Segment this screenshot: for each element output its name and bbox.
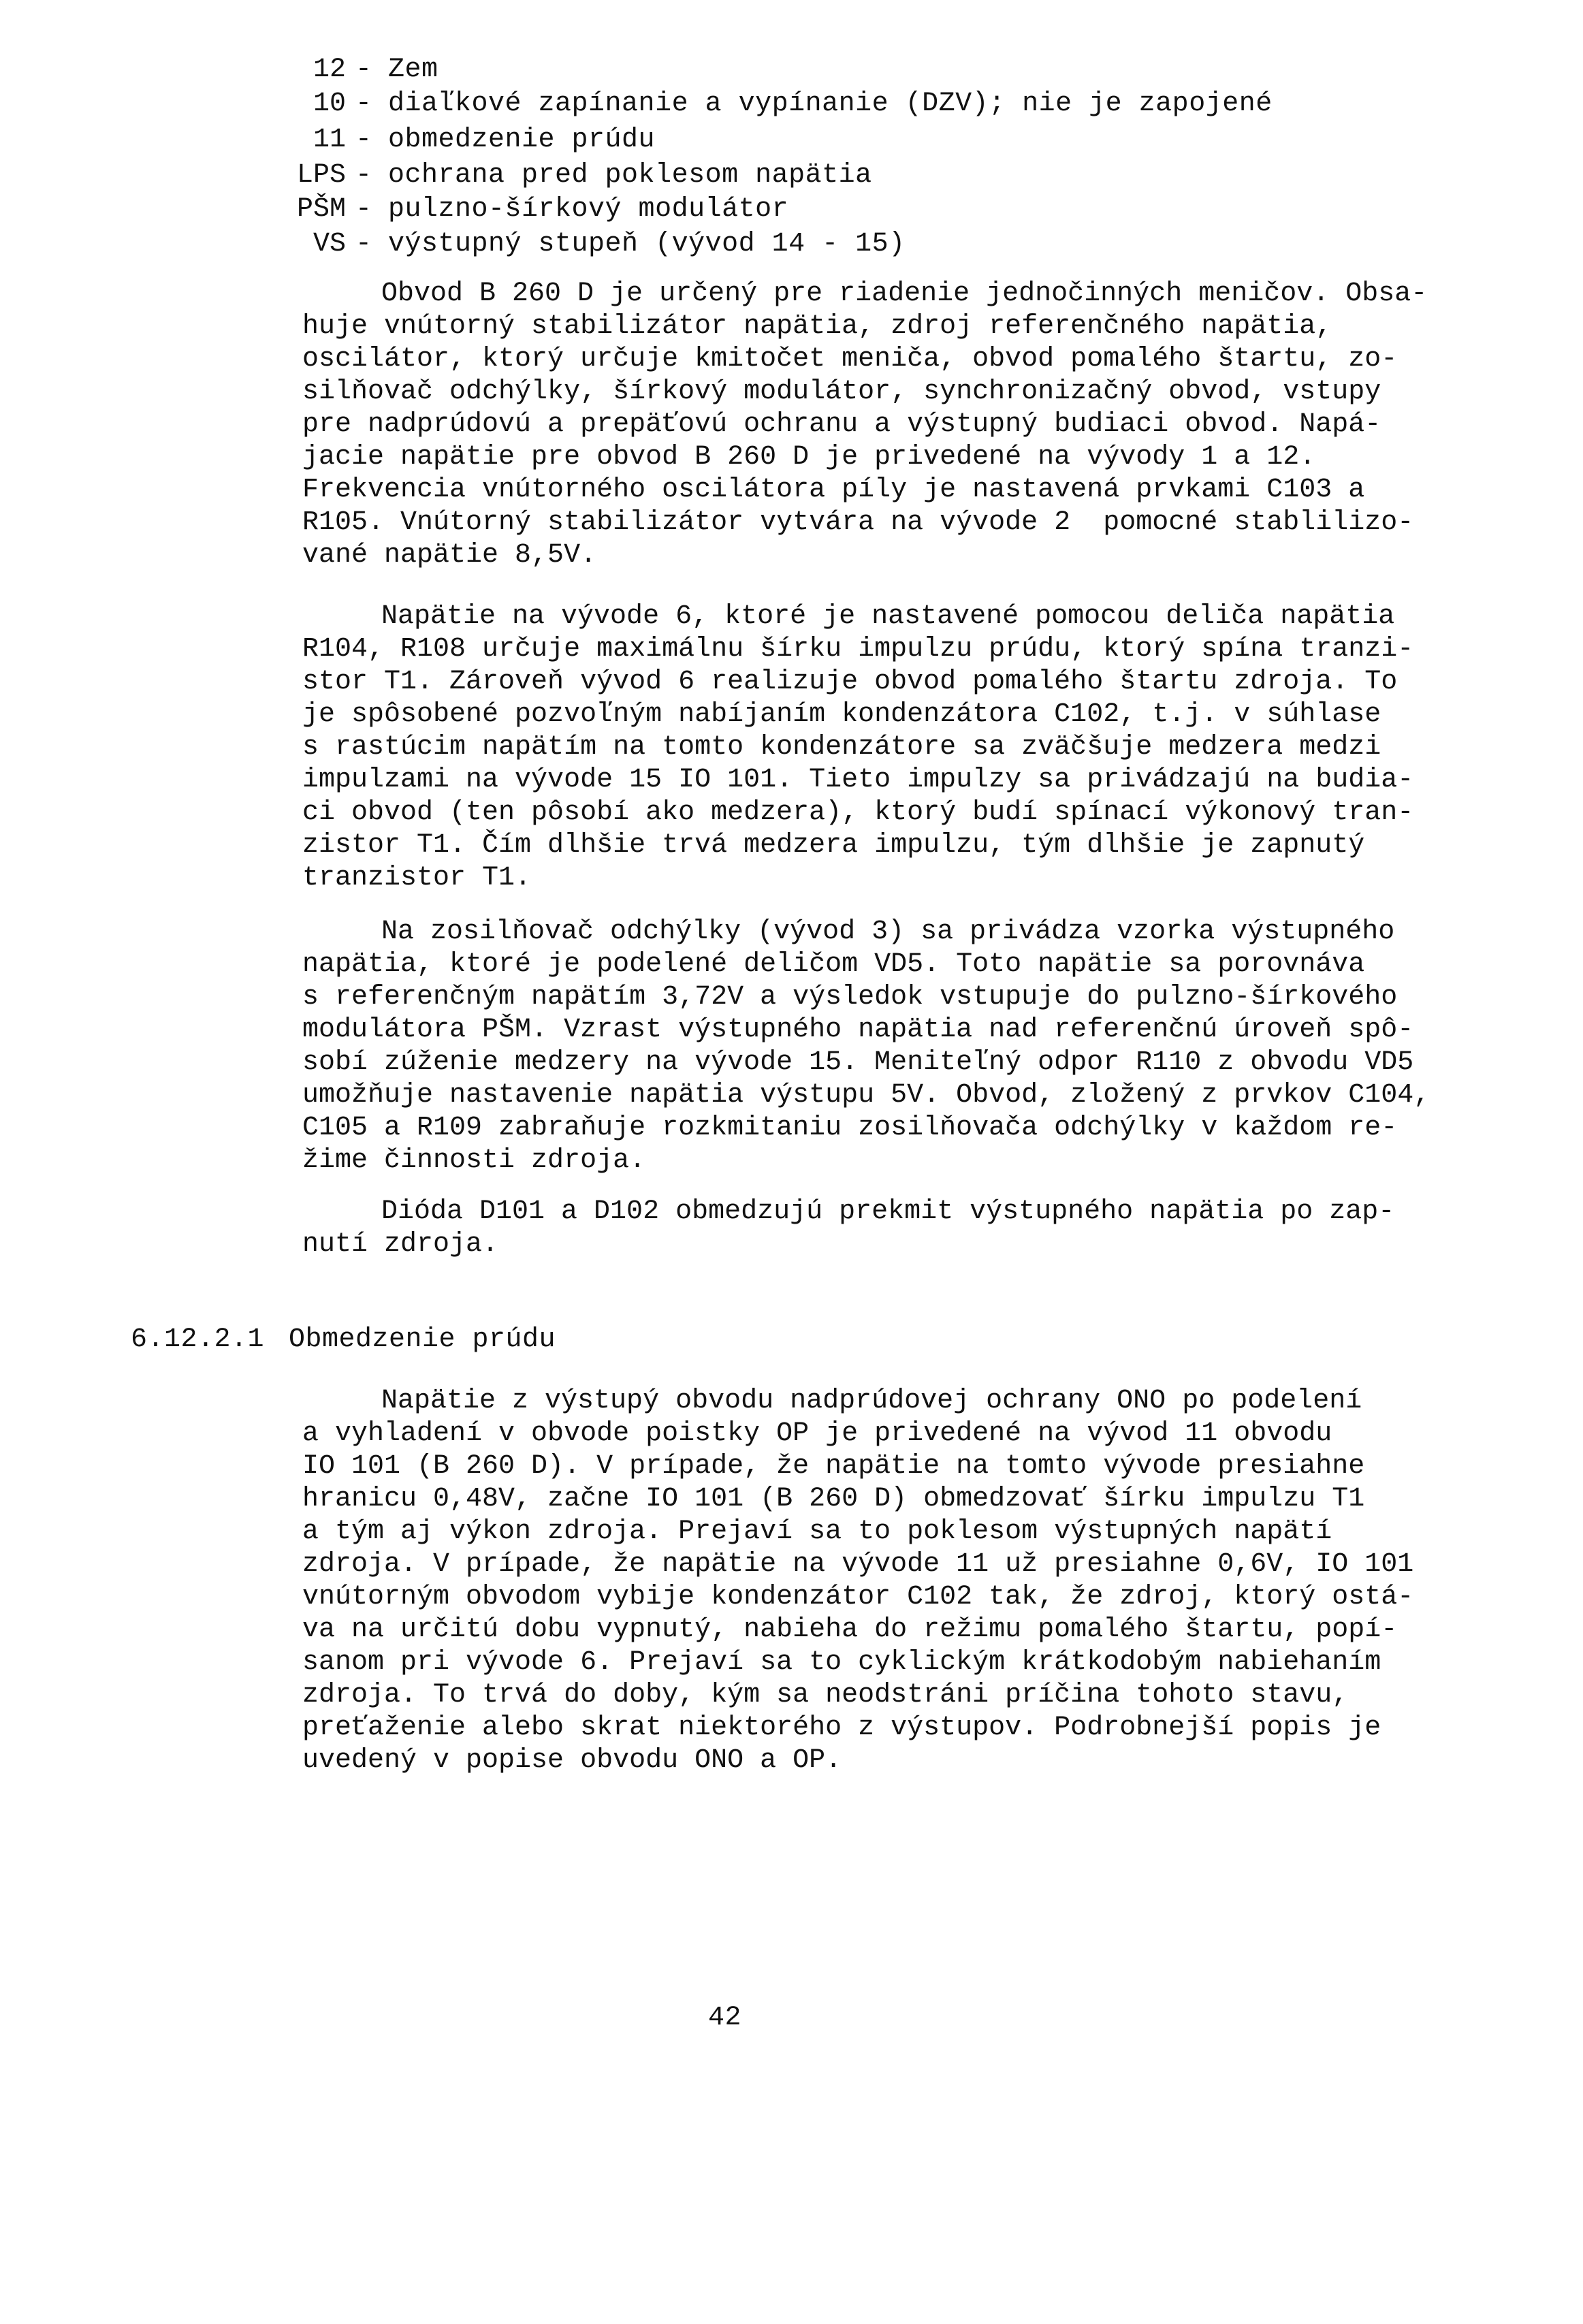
legend-code: VS — [313, 229, 346, 259]
legend-text: diaľkové zapínanie a vypínanie (DZV); nie je zapojené — [388, 89, 1273, 119]
text-line: zistor T1. Čím dlhšie trvá medzera impulzu, tým dlhšie je zapnutý — [302, 830, 1365, 861]
text-line: s rastúcim napätím na tomto kondenzátore sa zväčšuje medzera medzi — [302, 732, 1381, 763]
legend-text: Zem — [388, 54, 438, 85]
text-line: jacie napätie pre obvod B 260 D je privedené na vývody 1 a 12. — [302, 442, 1316, 473]
legend-code: 12 — [313, 54, 346, 85]
legend-dash: - — [355, 160, 372, 191]
legend-dash: - — [355, 54, 372, 85]
text-line: huje vnútorný stabilizátor napätia, zdroj referenčného napätia, — [302, 311, 1332, 342]
section-title: Obmedzenie prúdu — [289, 1324, 556, 1355]
text-line: impulzami na vývode 15 IO 101. Tieto impulzy sa privádzajú na budia- — [302, 765, 1414, 795]
text-line: Napätie na vývode 6, ktoré je nastavené pomocou deliča napätia — [381, 601, 1395, 632]
legend-dash: - — [355, 194, 372, 225]
text-line: a tým aj výkon zdroja. Prejaví sa to poklesom výstupných napätí — [302, 1516, 1332, 1547]
text-line: IO 101 (B 260 D). V prípade, že napätie na tomto vývode presiahne — [302, 1451, 1365, 1482]
text-line: silňovač odchýlky, šírkový modulátor, synchronizačný obvod, vstupy — [302, 377, 1381, 407]
text-line: zdroja. To trvá do doby, kým sa neodstráni príčina tohoto stavu, — [302, 1680, 1349, 1710]
text-line: oscilátor, ktorý určuje kmitočet meniča, obvod pomalého štartu, zo- — [302, 344, 1398, 375]
legend-code: 10 — [313, 89, 346, 119]
section-paragraph — [302, 1385, 1460, 1777]
paragraph-3 — [302, 916, 1460, 1177]
text-line: je spôsobené pozvoľným nabíjaním kondenzátora C102, t.j. v súhlase — [302, 699, 1381, 730]
text-line: vnútorným obvodom vybije kondenzátor C102 tak, že zdroj, ktorý ostá- — [302, 1582, 1414, 1612]
legend-code: LPS — [296, 160, 346, 191]
text-line: preťaženie alebo skrat niektorého z výstupov. Podrobnejší popis je — [302, 1713, 1381, 1743]
text-line: C105 a R109 zabraňuje rozkmitaniu zosilňovača odchýlky v každom re- — [302, 1113, 1398, 1143]
text-line: Na zosilňovač odchýlky (vývod 3) sa privádza vzorka výstupného — [381, 917, 1395, 947]
legend-dash: - — [355, 229, 372, 259]
text-line: tranzistor T1. — [302, 863, 532, 893]
text-line: stor T1. Zároveň vývod 6 realizuje obvod pomalého štartu zdroja. To — [302, 667, 1398, 697]
text-line: napätia, ktoré je podelené deličom VD5. Toto napätie sa porovnáva — [302, 949, 1365, 980]
text-line: pre nadprúdovú a prepäťovú ochranu a výstupný budiaci obvod. Napá- — [302, 409, 1381, 440]
legend-text: obmedzenie prúdu — [388, 125, 656, 155]
text-line: R104, R108 určuje maximálnu šírku impulzu prúdu, ktorý spína tranzi- — [302, 634, 1414, 665]
paragraph-4 — [302, 1196, 1460, 1261]
text-line: s referenčným napätím 3,72V a výsledok vstupuje do pulzno-šírkového — [302, 982, 1398, 1013]
text-line: sobí zúženie medzery na vývode 15. Meniteľný odpor R110 z obvodu VD5 — [302, 1047, 1414, 1078]
text-line: Dióda D101 a D102 obmedzujú prekmit výstupného napätia po zap- — [381, 1196, 1395, 1227]
legend-code: 11 — [313, 125, 346, 155]
legend-dash: - — [355, 125, 372, 155]
legend-text: pulzno-šírkový modulátor — [388, 194, 789, 225]
text-line: sanom pri vývode 6. Prejaví sa to cyklickým krátkodobým nabiehaním — [302, 1647, 1381, 1678]
text-line: zdroja. V prípade, že napätie na vývode 11 už presiahne 0,6V, IO 101 — [302, 1549, 1414, 1580]
text-line: Napätie z výstupý obvodu nadprúdovej ochrany ONO po podelení — [381, 1386, 1362, 1416]
section-number: 6.12.2.1 — [131, 1324, 265, 1355]
legend-dash: - — [355, 89, 372, 119]
text-line: nutí zdroja. — [302, 1229, 499, 1260]
text-line: umožňuje nastavenie napätia výstupu 5V. Obvod, zložený z prvkov C104, — [302, 1080, 1430, 1111]
paragraph-2 — [302, 601, 1460, 895]
text-line: va na určitú dobu vypnutý, nabieha do režimu pomalého štartu, popí- — [302, 1614, 1398, 1645]
text-line: Obvod B 260 D je určený pre riadenie jednočinných meničov. Obsa- — [381, 278, 1428, 309]
paragraph-1 — [302, 278, 1460, 572]
text-line: uvedený v popise obvodu ONO a OP. — [302, 1745, 842, 1776]
text-line: modulátora PŠM. Vzrast výstupného napätia nad referenčnú úroveň spô- — [302, 1015, 1414, 1045]
text-line: žime činnosti zdroja. — [302, 1145, 646, 1176]
text-line: vané napätie 8,5V. — [302, 540, 597, 571]
text-line: a vyhladení v obvode poistky OP je privedené na vývod 11 obvodu — [302, 1418, 1332, 1449]
text-line: ci obvod (ten pôsobí ako medzera), ktorý budí spínací výkonový tran- — [302, 797, 1414, 828]
legend-text: výstupný stupeň (vývod 14 - 15) — [388, 229, 906, 259]
legend-code: PŠM — [296, 194, 346, 225]
text-line: Frekvencia vnútorného oscilátora píly je nastavená prvkami C103 a — [302, 475, 1365, 505]
legend-text: ochrana pred poklesom napätia — [388, 160, 872, 191]
text-line: hranicu 0,48V, začne IO 101 (B 260 D) obmedzovať šírku impulzu T1 — [302, 1484, 1365, 1514]
page-number: 42 — [708, 2003, 742, 2033]
text-line: R105. Vnútorný stabilizátor vytvára na vývode 2 pomocné stablilizo- — [302, 507, 1414, 538]
